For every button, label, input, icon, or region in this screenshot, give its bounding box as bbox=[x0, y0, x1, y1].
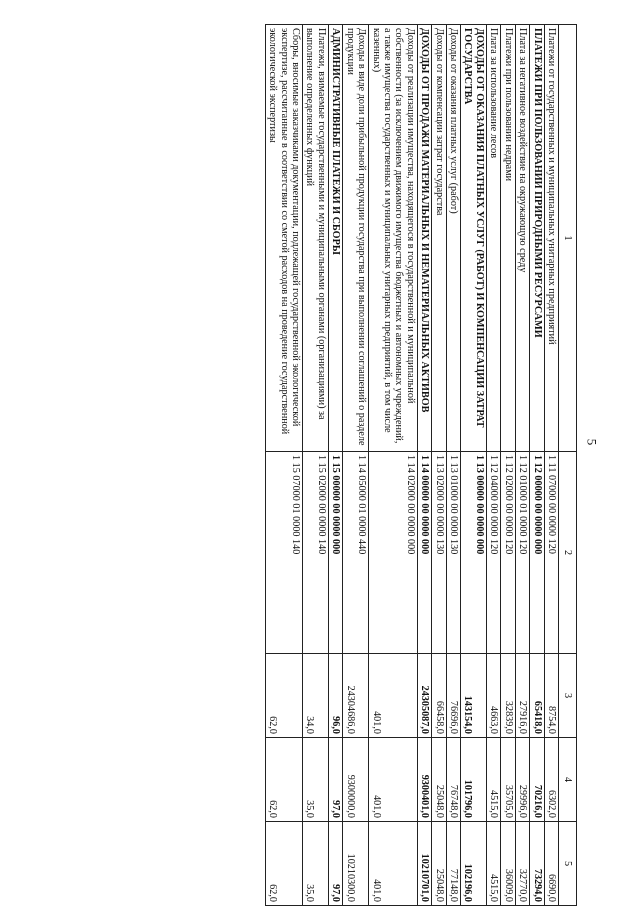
row-value-4-cell: 62,0 bbox=[265, 738, 302, 822]
row-name-cell: Платежи, взимаемые государственными и муниципальными органами (организациями) за выполнение определенных функций bbox=[302, 25, 328, 452]
header-cell-3: 3 bbox=[559, 654, 577, 738]
row-name-cell: Платежи от государственных и муниципальных унитарных предприятий bbox=[544, 25, 558, 452]
table-row bbox=[501, 25, 515, 906]
row-code-cell: 1 14 05000 01 0000 440 bbox=[343, 452, 369, 654]
row-code-cell: 1 13 01000 00 0000 130 bbox=[446, 452, 460, 654]
table-row bbox=[515, 25, 529, 906]
rotated-page bbox=[2, 2, 640, 902]
row-value-3-cell: 65418,0 bbox=[530, 654, 544, 738]
row-code-cell: 1 11 07000 00 0000 120 bbox=[544, 452, 558, 654]
row-value-4-cell: 4515,0 bbox=[486, 738, 500, 822]
row-code-cell: 1 13 02000 00 0000 130 bbox=[432, 452, 446, 654]
row-value-4-cell: 97,0 bbox=[328, 738, 342, 822]
row-value-5-cell: 36009,0 bbox=[501, 822, 515, 906]
row-value-3-cell: 96,0 bbox=[328, 654, 342, 738]
row-value-3-cell: 27916,0 bbox=[515, 654, 529, 738]
row-value-3-cell: 24304686,0 bbox=[343, 654, 369, 738]
row-code-cell: 1 14 02000 00 0000 000 bbox=[369, 452, 418, 654]
row-name-cell: ДОХОДЫ ОТ ОКАЗАНИЯ ПЛАТНЫХ УСЛУГ (РАБОТ) И КОМПЕНСАЦИИ ЗАТРАТ ГОСУДАРСТВА bbox=[461, 25, 487, 452]
table-body bbox=[265, 25, 576, 906]
page-number: 5 bbox=[584, 438, 600, 446]
table-row bbox=[265, 25, 302, 906]
row-value-5-cell: 102196,0 bbox=[461, 822, 487, 906]
row-value-5-cell: 32770,0 bbox=[515, 822, 529, 906]
table-row bbox=[343, 25, 369, 906]
header-cell-1: 1 bbox=[559, 25, 577, 452]
row-code-cell: 1 12 00000 00 0000 000 bbox=[530, 452, 544, 654]
row-value-4-cell: 35705,0 bbox=[501, 738, 515, 822]
row-value-4-cell: 76748,0 bbox=[446, 738, 460, 822]
row-value-3-cell: 32839,0 bbox=[501, 654, 515, 738]
table-row bbox=[369, 25, 418, 906]
row-value-5-cell: 35,0 bbox=[302, 822, 328, 906]
row-value-3-cell: 34,0 bbox=[302, 654, 328, 738]
row-value-5-cell: 97,0 bbox=[328, 822, 342, 906]
row-value-5-cell: 77148,0 bbox=[446, 822, 460, 906]
row-code-cell: 1 12 02000 00 0000 120 bbox=[501, 452, 515, 654]
table-row bbox=[417, 25, 431, 906]
row-value-5-cell: 401,0 bbox=[369, 822, 418, 906]
table-row bbox=[544, 25, 558, 906]
revenue-table bbox=[265, 24, 577, 906]
row-name-cell: Доходы в виде доли прибыльной продукции государства при выполнении соглашений о разделе продукции bbox=[343, 25, 369, 452]
row-value-3-cell: 62,0 bbox=[265, 654, 302, 738]
table-row bbox=[461, 25, 487, 906]
row-value-4-cell: 6302,0 bbox=[544, 738, 558, 822]
row-value-4-cell: 35,0 bbox=[302, 738, 328, 822]
row-value-5-cell: 4515,0 bbox=[486, 822, 500, 906]
row-value-3-cell: 143154,0 bbox=[461, 654, 487, 738]
row-value-4-cell: 25048,0 bbox=[432, 738, 446, 822]
row-value-5-cell: 62,0 bbox=[265, 822, 302, 906]
header-row bbox=[559, 25, 577, 906]
row-value-4-cell: 101796,0 bbox=[461, 738, 487, 822]
row-value-4-cell: 29996,0 bbox=[515, 738, 529, 822]
table-row bbox=[432, 25, 446, 906]
row-value-3-cell: 4663,0 bbox=[486, 654, 500, 738]
row-name-cell: Доходы от оказания платных услуг (работ) bbox=[446, 25, 460, 452]
row-name-cell: ДОХОДЫ ОТ ПРОДАЖИ МАТЕРИАЛЬНЫХ И НЕМАТЕРИАЛЬНЫХ АКТИВОВ bbox=[417, 25, 431, 452]
row-value-3-cell: 24305087,0 bbox=[417, 654, 431, 738]
row-value-5-cell: 10210300,0 bbox=[343, 822, 369, 906]
row-code-cell: 1 15 02000 00 0000 140 bbox=[302, 452, 328, 654]
row-code-cell: 1 12 01000 01 0000 120 bbox=[515, 452, 529, 654]
row-code-cell: 1 13 00000 00 0000 000 bbox=[461, 452, 487, 654]
row-code-cell: 1 14 00000 00 0000 000 bbox=[417, 452, 431, 654]
header-cell-4: 4 bbox=[559, 738, 577, 822]
row-value-4-cell: 9300000,0 bbox=[343, 738, 369, 822]
row-value-3-cell: 401,0 bbox=[369, 654, 418, 738]
row-code-cell: 1 15 00000 00 0000 000 bbox=[328, 452, 342, 654]
row-value-5-cell: 25048,0 bbox=[432, 822, 446, 906]
row-value-4-cell: 70216,0 bbox=[530, 738, 544, 822]
row-value-3-cell: 66458,0 bbox=[432, 654, 446, 738]
row-value-3-cell: 76696,0 bbox=[446, 654, 460, 738]
row-value-5-cell: 73294,0 bbox=[530, 822, 544, 906]
row-name-cell: Плата за использование лесов bbox=[486, 25, 500, 452]
row-value-5-cell: 10210701,0 bbox=[417, 822, 431, 906]
row-name-cell: АДМИНИСТРАТИВНЫЕ ПЛАТЕЖИ И СБОРЫ bbox=[328, 25, 342, 452]
row-value-3-cell: 8754,0 bbox=[544, 654, 558, 738]
row-name-cell: Доходы от реализации имущества, находящегося в государственной и муниципальной собственности (за исключением движимого имущества бюджетных и автономных учреждений, а также имущества государственных и муниципальных унитарных предприятий, в том числе казенных) bbox=[369, 25, 418, 452]
table-row bbox=[486, 25, 500, 906]
header-cell-5: 5 bbox=[559, 822, 577, 906]
row-name-cell: Платежи при пользовании недрами bbox=[501, 25, 515, 452]
table-row bbox=[328, 25, 342, 906]
row-name-cell: ПЛАТЕЖИ ПРИ ПОЛЬЗОВАНИИ ПРИРОДНЫМИ РЕСУРСАМИ bbox=[530, 25, 544, 452]
header-cell-2: 2 bbox=[559, 452, 577, 654]
row-name-cell: Плата за негативное воздействие на окружающую среду bbox=[515, 25, 529, 452]
row-code-cell: 1 15 07000 01 0000 140 bbox=[265, 452, 302, 654]
row-value-4-cell: 9300401,0 bbox=[417, 738, 431, 822]
row-name-cell: Сборы, вносимые заказчиками документации, подлежащей государственной экологической экспертизе, рассчитанные в соответствии со сметой расходов на проведение государственной экологической экспертизы bbox=[265, 25, 302, 452]
row-name-cell: Доходы от компенсации затрат государства bbox=[432, 25, 446, 452]
table-row bbox=[530, 25, 544, 906]
row-value-4-cell: 401,0 bbox=[369, 738, 418, 822]
row-code-cell: 1 12 04000 00 0000 120 bbox=[486, 452, 500, 654]
table-row bbox=[446, 25, 460, 906]
table-wrapper bbox=[92, 24, 577, 902]
row-value-5-cell: 6690,0 bbox=[544, 822, 558, 906]
table-row bbox=[302, 25, 328, 906]
